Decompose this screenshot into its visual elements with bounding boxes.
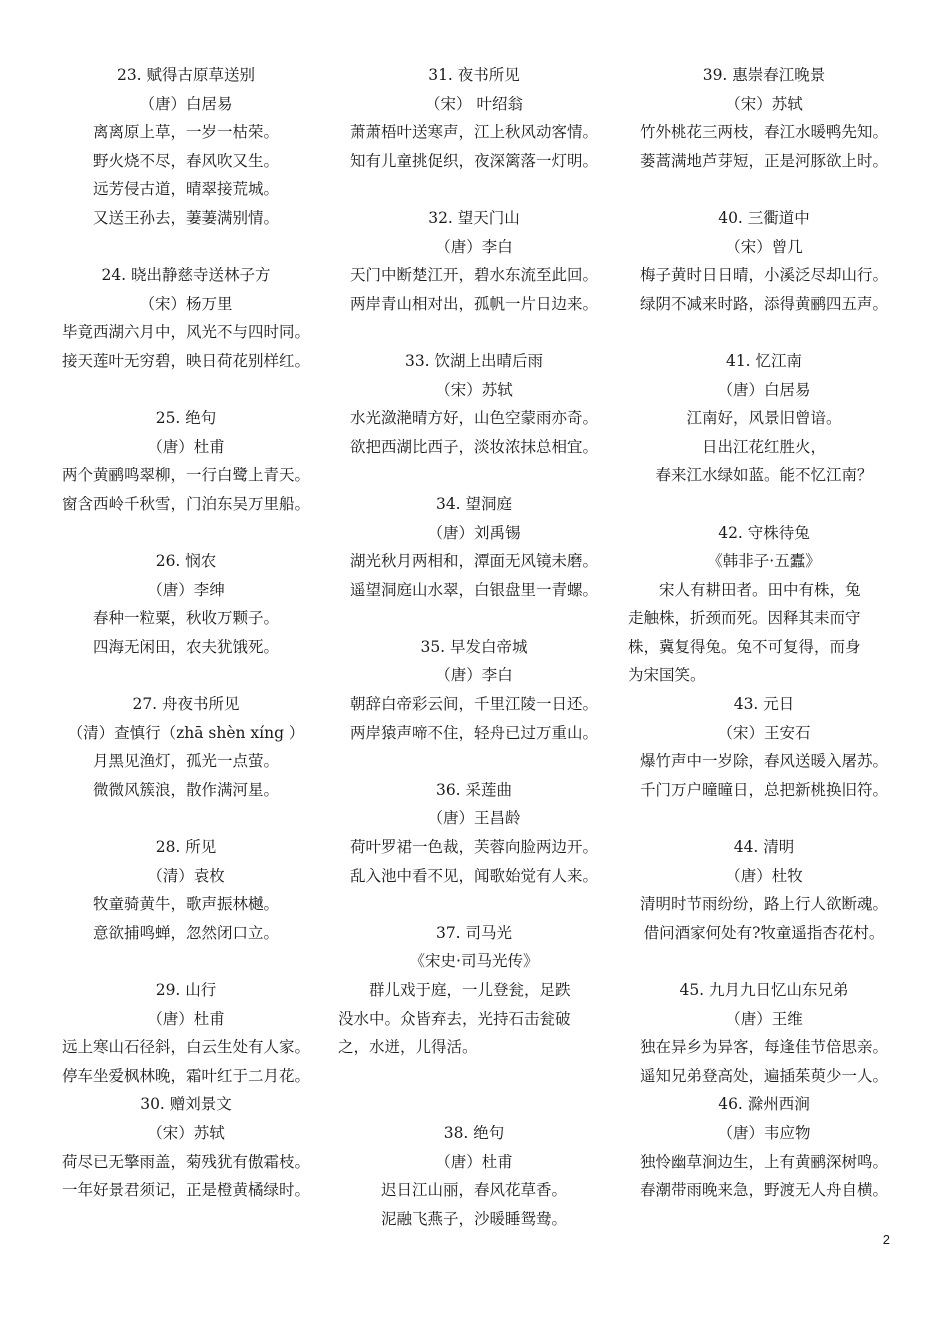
text-line: 独怜幽草涧边生，上有黄鹂深树鸣。 (639, 1152, 888, 1171)
text-line: 朝辞白帝彩云间，千里江陵一日还。 (349, 695, 598, 714)
text-line: （唐）李白 (435, 666, 513, 685)
text-line: （唐）杜甫 (147, 1009, 225, 1028)
text-line: 湖光秋月两相和，潭面无风镜未磨。 (349, 552, 598, 571)
text-line: （宋） 叶绍翁 (425, 94, 523, 113)
text-line: 33. 饮湖上出晴后雨 (404, 351, 544, 370)
text-line: （唐）李白 (435, 237, 513, 256)
text-line: 37. 司马光 (435, 923, 513, 942)
spacer (50, 376, 322, 405)
text-line: 走触株，折颈而死。因释其耒而守 (628, 609, 861, 628)
text-line: 牧童骑黄牛，歌声振林樾。 (92, 895, 279, 914)
text-line: 竹外桃花三两枝，春江水暖鸭先知。 (639, 123, 888, 142)
text-line: 42. 守株待兔 (718, 523, 810, 542)
text-line: 四海无闲田，农夫犹饿死。 (92, 637, 279, 656)
text-line: 迟日江山丽，春风花草香。 (380, 1181, 567, 1200)
text-line: 意欲捕鸣蝉，忽然闭口立。 (92, 923, 279, 942)
text-line: 宋人有耕田者。田中有株，兔 (659, 580, 861, 599)
spacer (628, 947, 900, 976)
text-line: 34. 望洞庭 (435, 494, 513, 513)
text-line: 日出江花红胜火， (701, 437, 826, 456)
text-line: 38. 绝句 (443, 1123, 505, 1142)
text-line: 41. 忆江南 (725, 351, 803, 370)
text-line: （唐）韦应物 (717, 1123, 811, 1142)
text-line: 月黑见渔灯，孤光一点萤。 (92, 752, 279, 771)
text-line: 44. 清明 (733, 838, 795, 857)
text-line: 乱入池中看不见，闻歌始觉有人来。 (349, 866, 598, 885)
text-line: 泥融飞燕子，沙暖睡鸳鸯。 (380, 1209, 567, 1228)
spacer (50, 804, 322, 833)
text-line: （宋）曾几 (725, 237, 803, 256)
text-line: 26. 悯农 (155, 552, 217, 571)
text-line: 蒌蒿满地芦芽短，正是河豚欲上时。 (639, 151, 888, 170)
text-line: 借问酒家何处有?牧童遥指杏花村。 (643, 923, 885, 942)
spacer (50, 519, 322, 548)
text-line: 35. 早发白帝城 (420, 637, 528, 656)
text-line: （宋）苏轼 (725, 94, 803, 113)
spacer (50, 661, 322, 690)
text-line: 野火烧不尽，春风吹又生。 (92, 151, 279, 170)
text-line: （宋）苏轼 (435, 380, 513, 399)
text-line: （唐）王维 (725, 1009, 803, 1028)
text-line: 32. 望天门山 (428, 208, 520, 227)
text-line: 39. 惠崇春江晚景 (702, 66, 826, 84)
text-line: 没水中。众皆弃去，光持石击瓮破 (338, 1009, 571, 1028)
text-line: 清明时节雨纷纷，路上行人欲断魂。 (639, 895, 888, 914)
spacer (338, 604, 610, 633)
text-line: 荷叶罗裙一色裁，芙蓉向脸两边开。 (349, 838, 598, 857)
text-line: （清）袁枚 (147, 866, 225, 885)
spacer (628, 318, 900, 347)
text-line: 23. 赋得古原草送别 (116, 66, 256, 84)
text-line: 《韩非子·五蠹》 (707, 552, 821, 571)
text-line: 29. 山行 (155, 981, 217, 999)
text-line: 知有儿童挑促织，夜深篱落一灯明。 (349, 151, 598, 170)
text-line: 群儿戏于庭，一儿登瓮，足跌 (369, 981, 571, 999)
text-line: 36. 采莲曲 (435, 780, 513, 799)
text-line: 27. 舟夜书所见 (132, 695, 240, 714)
text-line: 遥知兄弟登高处，遍插茱萸少一人。 (639, 1066, 888, 1085)
spacer (338, 747, 610, 776)
text-line: 独在异乡为异客，每逢佳节倍思亲。 (639, 1038, 888, 1057)
text-line: 两岸青山相对出，孤帆一片日边来。 (349, 294, 598, 313)
text-line: 梅子黄时日日晴，小溪泛尽却山行。 (639, 266, 888, 285)
text-line: 为宋国笑。 (628, 666, 706, 685)
spacer (338, 890, 610, 919)
text-line: 一年好景君须记，正是橙黄橘绿时。 (61, 1181, 310, 1200)
text-line: 30. 赠刘景文 (140, 1095, 232, 1114)
text-line: 萧萧梧叶送寒声，江上秋风动客情。 (349, 123, 598, 142)
text-line: 远上寒山石径斜，白云生处有人家。 (61, 1038, 310, 1057)
text-line: 两个黄鹂鸣翠柳，一行白鹭上青天。 (61, 466, 310, 485)
spacer (628, 175, 900, 204)
text-line: （宋）苏轼 (147, 1123, 225, 1142)
text-line: （清）查慎行（zhā shèn xíng ） (67, 723, 305, 742)
spacer (50, 947, 322, 976)
text-line: 43. 元日 (733, 695, 795, 714)
text-line: （唐）杜甫 (147, 437, 225, 456)
text-line: 45. 九月九日忆山东兄弟 (679, 981, 849, 999)
text-line: 荷尽已无擎雨盖，菊残犹有傲霜枝。 (61, 1152, 310, 1171)
text-line: （唐）王昌龄 (427, 809, 521, 828)
text-line: 之，水迸，儿得活。 (338, 1038, 478, 1057)
text-line: 远芳侵古道，晴翠接荒城。 (92, 180, 279, 199)
spacer (338, 461, 610, 490)
text-line: （唐）杜牧 (725, 866, 803, 885)
text-line: 株，冀复得兔。兔不可复得，而身 (628, 637, 861, 656)
text-line: 水光潋滟晴方好，山色空蒙雨亦奇。 (349, 409, 598, 428)
text-line: 遥望洞庭山水翠，白银盘里一青螺。 (349, 580, 598, 599)
text-line: 接天莲叶无穷碧，映日荷花别样红。 (61, 351, 310, 370)
text-line: 46. 滁州西涧 (718, 1095, 810, 1114)
spacer (50, 233, 322, 262)
text-line: （宋）王安石 (717, 723, 811, 742)
text-line: 窗含西岭千秋雪，门泊东吴万里船。 (61, 494, 310, 513)
spacer (338, 1062, 610, 1119)
text-line: 江南好，风景旧曾谙。 (686, 409, 842, 428)
text-line: 千门万户曈曈日，总把新桃换旧符。 (639, 780, 888, 799)
text-line: 春来江水绿如蓝。能不忆江南？ (655, 466, 873, 485)
text-line: （唐）李绅 (147, 580, 225, 599)
spacer (338, 318, 610, 347)
text-line: （唐）白居易 (139, 94, 233, 113)
text-line: 28. 所见 (155, 838, 217, 857)
text-line: 停车坐爱枫林晚，霜叶红于二月花。 (61, 1066, 310, 1085)
text-line: 天门中断楚江开，碧水东流至此回。 (349, 266, 598, 285)
text-line: （宋）杨万里 (139, 294, 233, 313)
column-middle (338, 61, 610, 1233)
text-line: （唐）白居易 (717, 380, 811, 399)
column-right (628, 61, 900, 1205)
text-line: （唐）杜甫 (435, 1152, 513, 1171)
text-line: 40. 三衢道中 (718, 208, 810, 227)
text-line: 《宋史·司马光传》 (409, 952, 539, 971)
text-line: 又送王孙去，萋萋满别情。 (92, 208, 279, 227)
text-line: 春种一粒粟，秋收万颗子。 (92, 609, 279, 628)
text-line: （唐）刘禹锡 (427, 523, 521, 542)
text-line: 绿阴不减来时路，添得黄鹂四五声。 (639, 294, 888, 313)
text-line: 毕竟西湖六月中，风光不与四时同。 (61, 323, 310, 342)
page-number: 2 (882, 1232, 890, 1247)
spacer (628, 804, 900, 833)
text-line: 爆竹声中一岁除，春风送暖入屠苏。 (639, 752, 888, 771)
spacer (628, 490, 900, 519)
text-line: 25. 绝句 (155, 409, 217, 428)
column-left (50, 61, 322, 1205)
text-line: 离离原上草，一岁一枯荣。 (92, 123, 279, 142)
text-line: 微微风簇浪，散作满河星。 (92, 780, 279, 799)
text-line: 欲把西湖比西子，淡妆浓抹总相宜。 (349, 437, 598, 456)
text-line: 31. 夜书所见 (428, 66, 520, 84)
spacer (338, 175, 610, 204)
text-line: 24. 晓出静慈寺送林子方 (101, 266, 271, 285)
text-line: 两岸猿声啼不住，轻舟已过万重山。 (349, 723, 598, 742)
text-line: 春潮带雨晚来急，野渡无人舟自横。 (639, 1181, 888, 1200)
